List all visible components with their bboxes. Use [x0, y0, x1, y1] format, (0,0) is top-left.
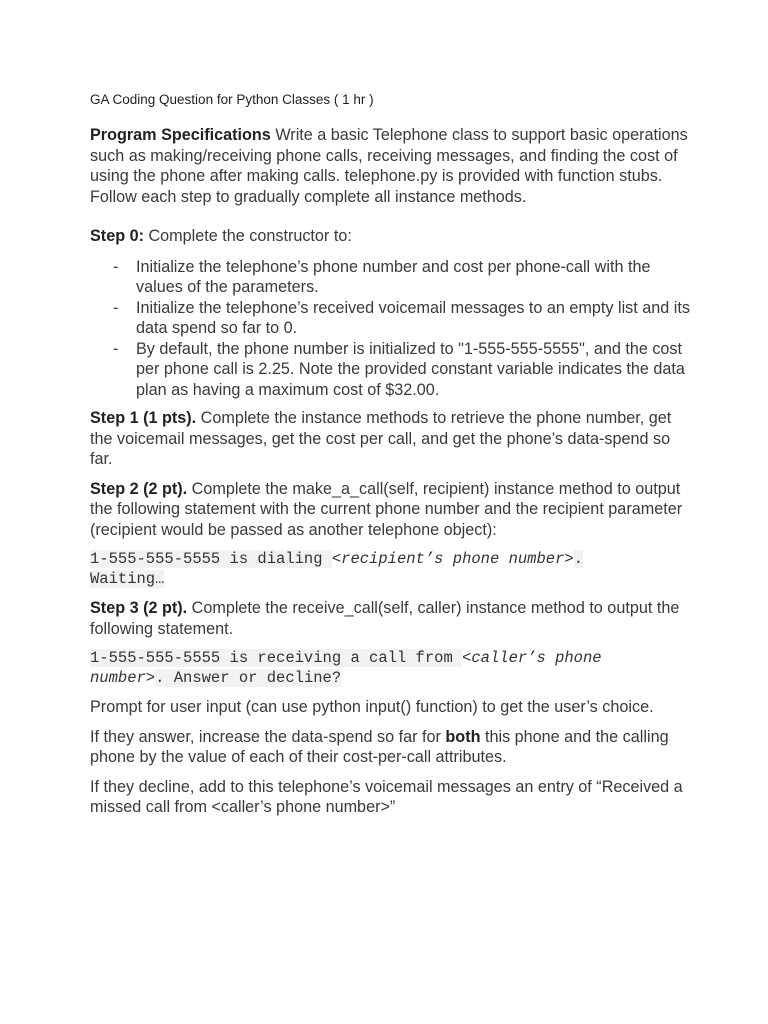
list-item	[90, 298, 690, 339]
document-title: GA Coding Question for Python Classes ( 1 hr )	[90, 92, 374, 107]
list-item	[90, 257, 690, 298]
step2-label: Step 2 (2 pt).	[90, 479, 188, 498]
bullet-dash: -	[113, 257, 119, 276]
program-specifications-text: Write a basic Telephone class to support basic operations such as making/receiving phone calls, receiving messages, and finding the cost of using the phone after making calls. telephone.py is provided with function stubs. Follow each step to gradually complete all instance methods.	[90, 126, 688, 206]
step1-paragraph	[90, 408, 690, 470]
step2-code-block	[90, 549, 690, 589]
code-text: 1-555-555-5555 is dialing	[90, 550, 332, 568]
answer-text: If they answer, increase the data-spend so far for	[90, 727, 446, 746]
document-content	[90, 92, 690, 827]
step3-paragraph	[90, 598, 690, 639]
program-specifications-paragraph	[90, 125, 690, 207]
bullet-text: Initialize the telephone’s received voicemail messages to an empty list and its data spend so far to 0.	[136, 298, 690, 337]
step1-label: Step 1 (1 pts).	[90, 409, 197, 427]
bullet-text: Initialize the telephone’s phone number and cost per phone-call with the values of the parameters.	[136, 257, 651, 296]
code-text: .	[573, 550, 583, 568]
answer-paragraph	[90, 727, 690, 768]
step0-text: Complete the constructor to:	[143, 227, 352, 245]
code-placeholder: number>	[90, 669, 156, 687]
bullet-dash: -	[113, 339, 119, 358]
step3-text: Complete the receive_call(self, caller) instance method to output the following statement.	[90, 599, 680, 638]
list-item	[90, 339, 690, 401]
bullet-dash: -	[113, 298, 119, 317]
code-placeholder: <caller’s phone	[462, 649, 602, 667]
code-text: Waiting…	[90, 570, 165, 588]
step1-text: Complete the instance methods to retrieve the phone number, get the voicemail messages, get the cost per call, and get the phone’s data-spend so far.	[90, 409, 672, 468]
bullet-text: By default, the phone number is initialized to "1-555-555-5555", and the cost per phone call is 2.25. Note the provided constant variable indicates the data plan as having a maximum cost of $32.00.	[136, 339, 685, 399]
prompt-paragraph: Prompt for user input (can use python input() function) to get the user’s choice.	[90, 698, 654, 716]
answer-emphasis: both	[445, 727, 481, 746]
program-specifications-label: Program Specifications	[90, 126, 271, 144]
code-placeholder: <recipient’s phone number>	[331, 550, 574, 568]
code-text: . Answer or decline?	[155, 669, 342, 687]
step0-heading	[90, 226, 690, 247]
step2-paragraph	[90, 479, 690, 541]
decline-paragraph: If they decline, add to this telephone’s voicemail messages an entry of “Received a missed call from <caller’s phone number>”	[90, 777, 683, 816]
code-text: 1-555-555-5555 is receiving a call from	[90, 649, 463, 667]
step3-code-block	[90, 648, 690, 688]
step2-text: Complete the make_a_call(self, recipient) instance method to output the following statement with the current phone number and the recipient parameter (recipient would be passed as another telephone object):	[90, 479, 683, 539]
step0-bullet-list	[90, 257, 690, 401]
step3-label: Step 3 (2 pt).	[90, 599, 188, 617]
step0-label: Step 0:	[90, 227, 144, 245]
answer-text: this phone and the calling phone by the value of each of their cost-per-call attributes.	[90, 727, 669, 766]
